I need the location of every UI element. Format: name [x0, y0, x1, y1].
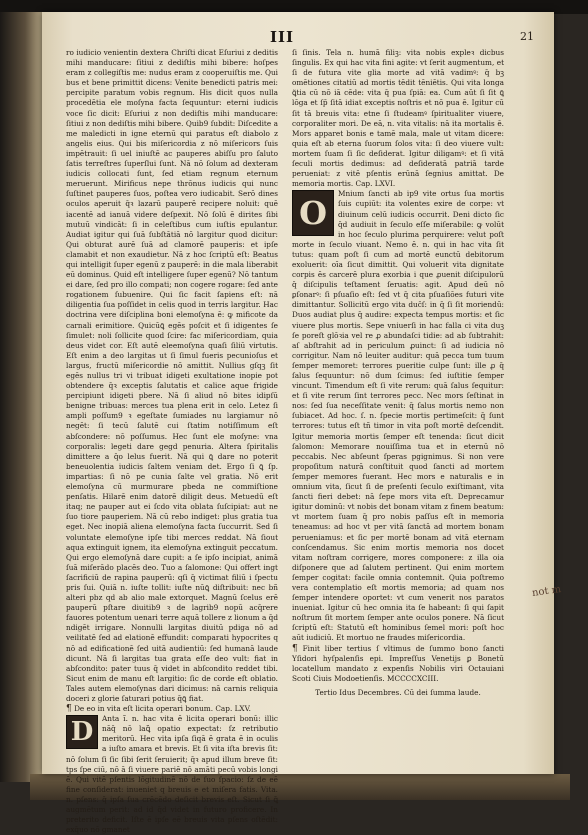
left-text-column — [66, 48, 278, 835]
pilcrow-icon: ¶ — [292, 643, 298, 654]
chapter-lxv-text: Anta ĩ. n. hac vita ē licita operari bonū: illic nāq̄ nō laꝗ̃ opatio expectat: ſz retributio meritorū. Hec vita ipſa ſiqā ē grata ē in oculis a iuſto amara et brevis. Et ſi vita iſta brevis ſit: nō ſolum ſi ſic ſibi ſerit ſeruierit; q̄ꝛ apud illum breve ſit: tps ſpe ciū, nō ā ſi viuere pariē nō amāti pecū vobis longi ē. Qui vitē pſentis lōgitudinē nō de ſuo ſpacio: ſz de eē fine conſiderat: inueniet q breuis e et miſera fatis. Vita. n. pſens: q̄ ipſa ſua crēcēdo deſicit brevis eſt. Sicut ſi ꝗ̄ augmētum perit: ad id q̄d videt in futuro proficere. In preterito deficit. Iſte ē ipſe eē breuis vita pſens oſtēdit: exq̄uo nō gmanet — [66, 714, 278, 835]
book-gutter-edge — [0, 12, 42, 782]
colophon-date: Tertio Idus Decembres. Cū dei ſumma laude. — [315, 687, 481, 697]
right-paragraph-1: ſi ſinis. Tela n. humā filiꝫ: vita nobis expleꝛ dicbus ſingulis. Ex qui hac vita fini agite: vt ſerit augmentum, et ſi de futura vite glia morte ad vitā vadimꝰ: q̄ bꝫ omētiones citatiū ad mortis tēdit tēniētis. Qui vita longa ꝗ̃tia cū nō iā cēde: vita q̄ pua ſpiā: ea. Cum aūt ſi ſit ꝗ̄ lōga et ſp̄ ſitā idiat exceptis noſtris et nō pua ē. Igitur cū ſit tā breuis vita: etne ſi ſtudeamꝰ ſpiritualiter viuere, corporaliter mori. De eā, n. vita vitalis: nā ita mortalis ē. Mors apparet bonis e tamē mala, male ut vitam dicere: quia eſt ab eterna ſuorum ſolos vita: ſi deo viuere vult: mortem ſuam ſi ſic deſiderat. Igitur diligamꝰ: et ſi vitā ſeculi mortis dedimus: ad deſideratā patriā tarde perueniat: z vitē pſentis erūnā ſegnius amittat. De memoria mortis. Cap. LXVI. — [292, 48, 504, 189]
chapter-lxv-body — [66, 714, 278, 835]
handwritten-margin-note: not m — [531, 584, 562, 599]
right-text-column — [292, 48, 504, 698]
chapter-lxv-heading — [66, 704, 278, 714]
folio-roman-numeral: III — [270, 28, 295, 46]
left-paragraph-1: ro iudicio venientin dextera Chriſti dicat Eſuriui z deditis mihi manducare: ſitiui z dediſtis mihi bibere: hoſpes eram z collegiſtis me: nudus eram z cooperuiſtis me. Qui bus et bene primittit dicens: Venite benedicti patris mei: percipite paratum vobis regnum. His dicit quos nulla procedētia ele moſyna facta ſequuntur: eterni iudicis voce ſic dicit: Eſuriui z non dediſtis mihi manducare: ſitiui z non dediſtis mihi bibere. Quib9 ſubdit: Diſcedite a me maledicti in igne eternū qui paratus eſt diabolo z angelis eius. Qui bis miſericordia z nō miſericors ſuis impētrauit: ſi uel iniuſtē ac pauperes abiſſu pro ſaluto ſatis terreſtres ſuperſlui ſunt. Nā nō ſolum ad dexteram iudicis collocati ſunt, ſed etiam regnum eternum meruerunt. Mirificus nepe thrōnus iudicis qui nunc ſuſtinet pauperes ſuos, poſtea vero iudicabit. Serō dines oculos aperuit q̄ꝛ lazarū pauperē recipere noluit: quē iacentē ad ianuā videre deſpexit. Nō ſolū ē dirites ſibi mutuū vindicāt: ſi in celeſtibus cum iuſtis epulantur. Audiat igitur qui ſuā ſubſtātiā nō largitur quod dicitur: Qui obturat aurē ſuā ad clamorē pauperis: et ipſe clamabit et non exaudietur. Nā z hoc ſcriptū eſt: Beatus qui intelligit ſuper egenū z pauperē: in die mala liberabit eū dominus. Quid eſt intelligere ſuper egenū? Nō tantum ei dare, ſed pro illo compati; non cogere rogare: ſed ante rogationem ſubuenire. Qui ſic facit ſapiens eſt: nā diligentia ſua poſſidet in celis quod in terris largitur. Hac doctrina vere diſciplina boni elemoſyna ē: ꝙ mificote da carnali erimitiore. Quicūꝗ̄ egēs poſcit et ſi idigentes ſe ſimulet: noli ſollicite quod ſcire: fac miſericordiam, quia deus videt cor. Eſt autē eleemoſyna quaſi ſiliū virtutis. Eſt enim a deo largitas ut ſi ſimul fueris pecunioſus et largus, fructū miſericordie nō amittit. Nullius gſqꝫ ſit egēs nullus tri vi tribuat idigeti exultatione inopie pot obtendere q̄ꝛ exceptis ſalutatis et calice aque frigide percipiunt idigeti pbere. Nā ſi aliud nō bites idipſū benigne tribuas: merces tua plena erit in celo. Letez ſi ampli poſſum9 ꝛ egeſtate ſumiades nu largiamur nō negēt: ſi tecū ſalutē cui ſtatim notiſſimum eſt abſcondere: nō poſſumus. Hec ſunt ele moſyne: vna corporalis: legeti dare gegd penuria. Altera ſpiritalis dimittere a q̄o lelus fuerit. Nā qui ꝗ̄ dare no poterit beneuolentia iudicis ſaltem veniam det. Ergo ſi ꝗ̄ ſp. impartias: ſi nō pe cunia ſalte vel gratia. Nō erit elemoſyna cū murmurare pbeda ne commiſtione penſatis. Hilarē enim datorē diligit deus. Metuedū eſt itaq; ne pauper aut ei ſcdo vita oblata ſuſcipiat: aut ne ſuo tiore pauperiem. Nā cū rebo indiget: plus gratia tua eget. Nec inopiā aliena elemoſyna facta ſuccurrit. Sed ſi voluntate elemoſyne ipſe tibi merces reddat. Nā ſiout aqua extinguit ignem, ita elemoſyna extinguit peccatum. Qui ergo elemoſynā dare cupit: a ſe ipſo incipiat, animā ſuā miſerādo placēs deo. Tuo a ſalomone: Qui offert ingt ſacrificiū de rapina pauperū: qſi q̄ victimat filiū i ſpectu pris ſui. Quiā n. iuſte tollit: iuſte nūꝗ̄ diſtribuit: nec bñ alteri pbz qd ab alio male extorquet. Magnū ſcelus erē pauperū pſtare diuitib9 ꝛ de lagrib9 nopū acq̄rere fauores potentum uenari terre aquā tollere z lionum a q̄d ndigēt irrigare. Nonnulli largitas diuitū pdiga nō ad veilitatē ſed ad elationē effundit: comparati hypocrites q nō ad edificationē ſed uitā audientiū: ſed humanā laude dicunt. Nā ſi largitas tua grata eſſe deo vult: fiat in abſcondito: pater tuus q̄ videt in abſcondito reddet tibi. Sicut enim de manu eſt largitio: ſic de corde eſt oblatio. Tales autem elemoſynas dari dicimus: nā carnis reliquia doceri z glorie ſaturari potius q̄ꝗ̄ fiat. — [66, 48, 278, 703]
colophon-text: Finit liber tertius ſ vltimus de ſummo bono ſancti Yſidori hyſpalenſis epi. Impreſſus Venetijs ꝑ Bonetū locatellum mandato z expenſis Nobilis viri Octauiani Scoti Ciuis Modoetienſis. MCCCCXCIII. — [292, 643, 504, 683]
chapter-lxvi-body — [292, 189, 504, 643]
initial-d-illuminated-letter: D — [66, 715, 98, 749]
colophon — [292, 644, 504, 684]
pilcrow-icon: ¶ — [66, 704, 72, 715]
initial-o-illuminated-letter: O — [292, 190, 334, 236]
chapter-lxvi-text: Mnium ſancti ab ip9 vite ortus ſua mortis ſuis cupiūt: ita volentes exire de corpe: vt diuinum celū iudicis occurrit. Deni dicto ſic q̄d audiuit in ſeculo eſſe miſerabile: ꝙ volūt in hoc ſeculo plurima perquirere: velut poſt morte in ſeculo viuant. Nemo ē. n. qui in hac vita ſit tutus: quam poſt ſi cum ad mortē eunctū debitorum exoluerit: oīa ſicut dimittit. Qui voluerit vita dignitate corpis ēs carcerē plura exorbia i que ꝓuenit diſcipulorū q̄ diſcipulis teſtament ſeruatis: agit. Apud deū nō ꝑſonarꝰ: ſi pſuaſio eſt: ſed vt q̄ cita pſuaſiōes futuri vite dimittantur. Sollicitū ergo vita duc̄ſ: in q̄ ſi ſit moriendū: Duos audiat plus q̄ audire: expecta tempus mortis: et ſic viuere plus mortis. Sepe vniuerſi in hac falla ci vita duꝫ ſe poreſt glōꝛia vel re ꝓ abundaſci tidie: ad ab ſubtrahit: aſ abſtrahit ad in periculum ꝓuinct: ſi ad iudicia nō corrigitur. Nam nō leuiter auditur: quā pecca tum tuum ſemper memoret: terrores pueritie culpe ſunt: ille ꝓ q̄ ſalus ſequuntur: nō dum ſcimus: ſed iuſtitie ſemper vincunt. Timendum eſt ſi vite rerum: quā ſalus ſequitur: et ſi vite rerum ſint terrores pecc. Nec mors ſeſtinat in nos: ſed ſua neceſſitate venit: q̄ ſalus mortis nemo non ſubiacet. Ad hoc. ſ. n. ſpecie mortis pertimeſcit: q̄ ſunt terrores: tutus eſt tñ timor in vita poſt mortē deſcendit. Igitur memoria mortis ſemper eſt tenenda: ſicut dicit ſalomon: Memorare nouiſſima tua et in eternū nō peccabis. Nec abſeunt ſperas pgignimus. Si non vere propoſitum naturā conſtituit quod ſancti ad mortem ſemper memores fuerant. Hec mors e naturalis e in omnium vita, ſicut ſi de preſenti ſeculo exiſtimant, vita ſancti fieri debet: nā ſepe mors vita eſt. Deprecamur igitur dominū: vt nobis det bonam vitam z finem beatum: vt mortem ſuam q̄ pro nobis paſſus eſt in memoria teneamus: ad hoc vt per vitā ſanctā ad mortem bonam perueniamus: et ſic per mortē bonam ad vitā eternam conſcendamus. Sic enim mortis memoria nos docet vitam noſtram corrigere, mores componere: z illa oia diſponere que ad ſalutem pertinent. Qui enim mortem ſemper cogitat: facile omnia contemnit. Quia poſtremo vera contemplatio eſt mortis memoria; ad quam nos ſemper intendere oportet: vt cum venerit nos paratos inueniat. Igitur cū hec omnia ita ſe habeant: ſi qui ſapit noſtrum ſit mortem ſemper ante oculos ponere. Nā ſicut ſcriptū eſt: Statutū eſt hominibus ſemel mori: poſt hoc aūt iudiciū. Et mortuo ne fraudes miſericordia. — [292, 189, 504, 643]
chapter-lxv-title: De eo in vita eſt licita operari bonum. Cap. LXV. — [74, 704, 251, 714]
folio-number: 21 — [520, 30, 534, 43]
